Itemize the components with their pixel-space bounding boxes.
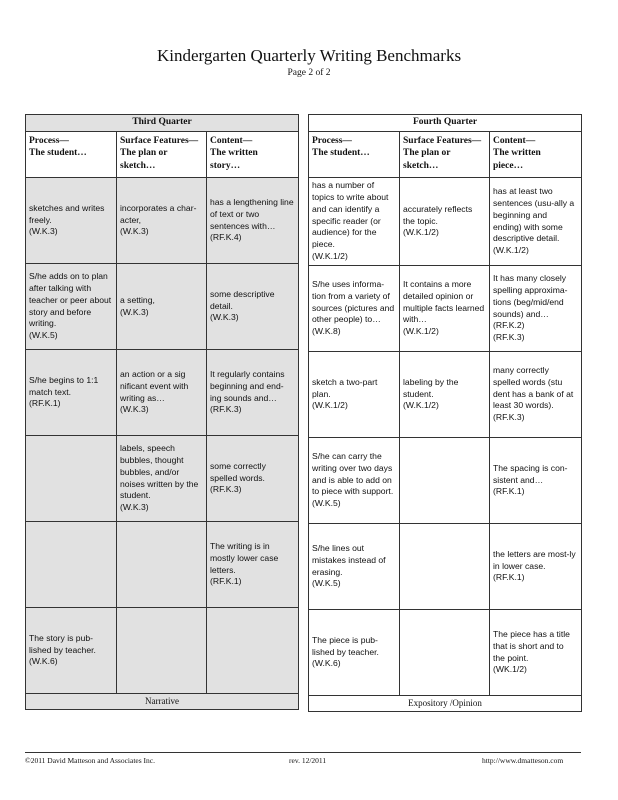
benchmark-cell: accurately reflects the topic. (W.K.1/2) (400, 178, 490, 266)
genre-label: Expository /Opinion (309, 696, 582, 712)
table-row (26, 264, 299, 350)
benchmark-cell: The story is pub-lished by teacher. (W.K.6) (26, 608, 117, 694)
benchmark-cell (26, 436, 117, 522)
fourth-quarter-table (308, 114, 582, 712)
benchmark-cell: labeling by the student. (W.K.1/2) (400, 352, 490, 438)
benchmark-cell: an action or a sig nificant event with writing as… (W.K.3) (117, 350, 207, 436)
benchmark-cell: It has many closely spelling approxima-tions (beg/mid/end sounds) and… (RF.K.2) (RF.K.3) (490, 266, 582, 352)
column-header-content: Content— The written story… (207, 132, 299, 178)
benchmark-cell: The piece is pub-lished by teacher. (W.K.6) (309, 610, 400, 696)
page-title: Kindergarten Quarterly Writing Benchmarks (156, 46, 462, 65)
table-row (26, 436, 299, 522)
table-row (26, 522, 299, 608)
benchmark-cell (400, 524, 490, 610)
column-header-content: Content— The written piece… (490, 132, 582, 178)
benchmark-cell: The piece has a title that is short and to the point. (WK.1/2) (490, 610, 582, 696)
table-row (309, 610, 582, 696)
benchmark-cell: S/he lines out mistakes instead of erasing. (W.K.5) (309, 524, 400, 610)
benchmark-cell (117, 522, 207, 608)
benchmark-cell: has at least two sentences (usu-ally a beginning and ending) with some descriptive detail. (W.K.1/2) (490, 178, 582, 266)
benchmark-cell: some correctly spelled words. (RF.K.3) (207, 436, 299, 522)
column-header-surface-features: Surface Features— The plan or sketch… (117, 132, 207, 178)
benchmark-cell (117, 608, 207, 694)
column-header-process: Process— The student… (26, 132, 117, 178)
third-quarter-heading: Third Quarter (26, 115, 299, 132)
table-row (309, 352, 582, 438)
benchmark-cell: S/he begins to 1:1 match text. (RF.K.1) (26, 350, 117, 436)
table-row (309, 266, 582, 352)
table-row (26, 608, 299, 694)
genre-label: Narrative (26, 694, 299, 710)
table-row (26, 350, 299, 436)
benchmark-cell: labels, speech bubbles, thought bubbles, and/or noises written by the student. (W.K.3) (117, 436, 207, 522)
benchmark-cell: incorporates a char-acter, (W.K.3) (117, 178, 207, 264)
column-header-surface-features: Surface Features— The plan or sketch… (400, 132, 490, 178)
benchmark-cell (400, 610, 490, 696)
footer-divider (25, 752, 581, 753)
page-number: Page 2 of 2 (287, 68, 331, 78)
table-row (26, 178, 299, 264)
benchmark-cell: the letters are most-ly in lower case. (RF.K.1) (490, 524, 582, 610)
table-row (309, 438, 582, 524)
benchmark-cell (400, 438, 490, 524)
benchmark-cell: has a lengthening line of text or two sentences with… (RF.K.4) (207, 178, 299, 264)
table-row (309, 524, 582, 610)
benchmark-cell: It regularly contains beginning and end-ing sounds and… (RF.K.3) (207, 350, 299, 436)
benchmark-cell: sketches and writes freely. (W.K.3) (26, 178, 117, 264)
benchmark-cell: It contains a more detailed opinion or multiple facts learned with… (W.K.1/2) (400, 266, 490, 352)
benchmark-cell: S/he uses informa-tion from a variety of sources (pictures and other people) to… (W.K.8) (309, 266, 400, 352)
benchmark-cell: has a number of topics to write about and can identify a specific reader (or audience) for the piece. (W.K.1/2) (309, 178, 400, 266)
footer-revision: rev. 12/2011 (289, 756, 327, 765)
table-row (309, 178, 582, 266)
benchmark-cell (26, 522, 117, 608)
benchmark-cell: many correctly spelled words (stu dent has a bank of at least 30 words). (RF.K.3) (490, 352, 582, 438)
benchmark-cell (207, 608, 299, 694)
benchmark-cell: S/he can carry the writing over two days and is able to add on to piece with support. (W.K.5) (309, 438, 400, 524)
benchmark-cell: S/he adds on to plan after talking with teacher or peer about story and before writing. (W.K.5) (26, 264, 117, 350)
benchmark-cell: some descriptive detail. (W.K.3) (207, 264, 299, 350)
footer-copyright: ©2011 David Matteson and Associates Inc. (25, 756, 155, 765)
footer-url[interactable]: http://www.dmatteson.com (482, 756, 564, 765)
column-header-process: Process— The student… (309, 132, 400, 178)
third-quarter-table (25, 114, 299, 710)
benchmark-cell: a setting, (W.K.3) (117, 264, 207, 350)
benchmark-cell: The spacing is con-sistent and… (RF.K.1) (490, 438, 582, 524)
benchmark-cell: The writing is in mostly lower case letters. (RF.K.1) (207, 522, 299, 608)
fourth-quarter-heading: Fourth Quarter (309, 115, 582, 132)
benchmark-cell: sketch a two-part plan. (W.K.1/2) (309, 352, 400, 438)
